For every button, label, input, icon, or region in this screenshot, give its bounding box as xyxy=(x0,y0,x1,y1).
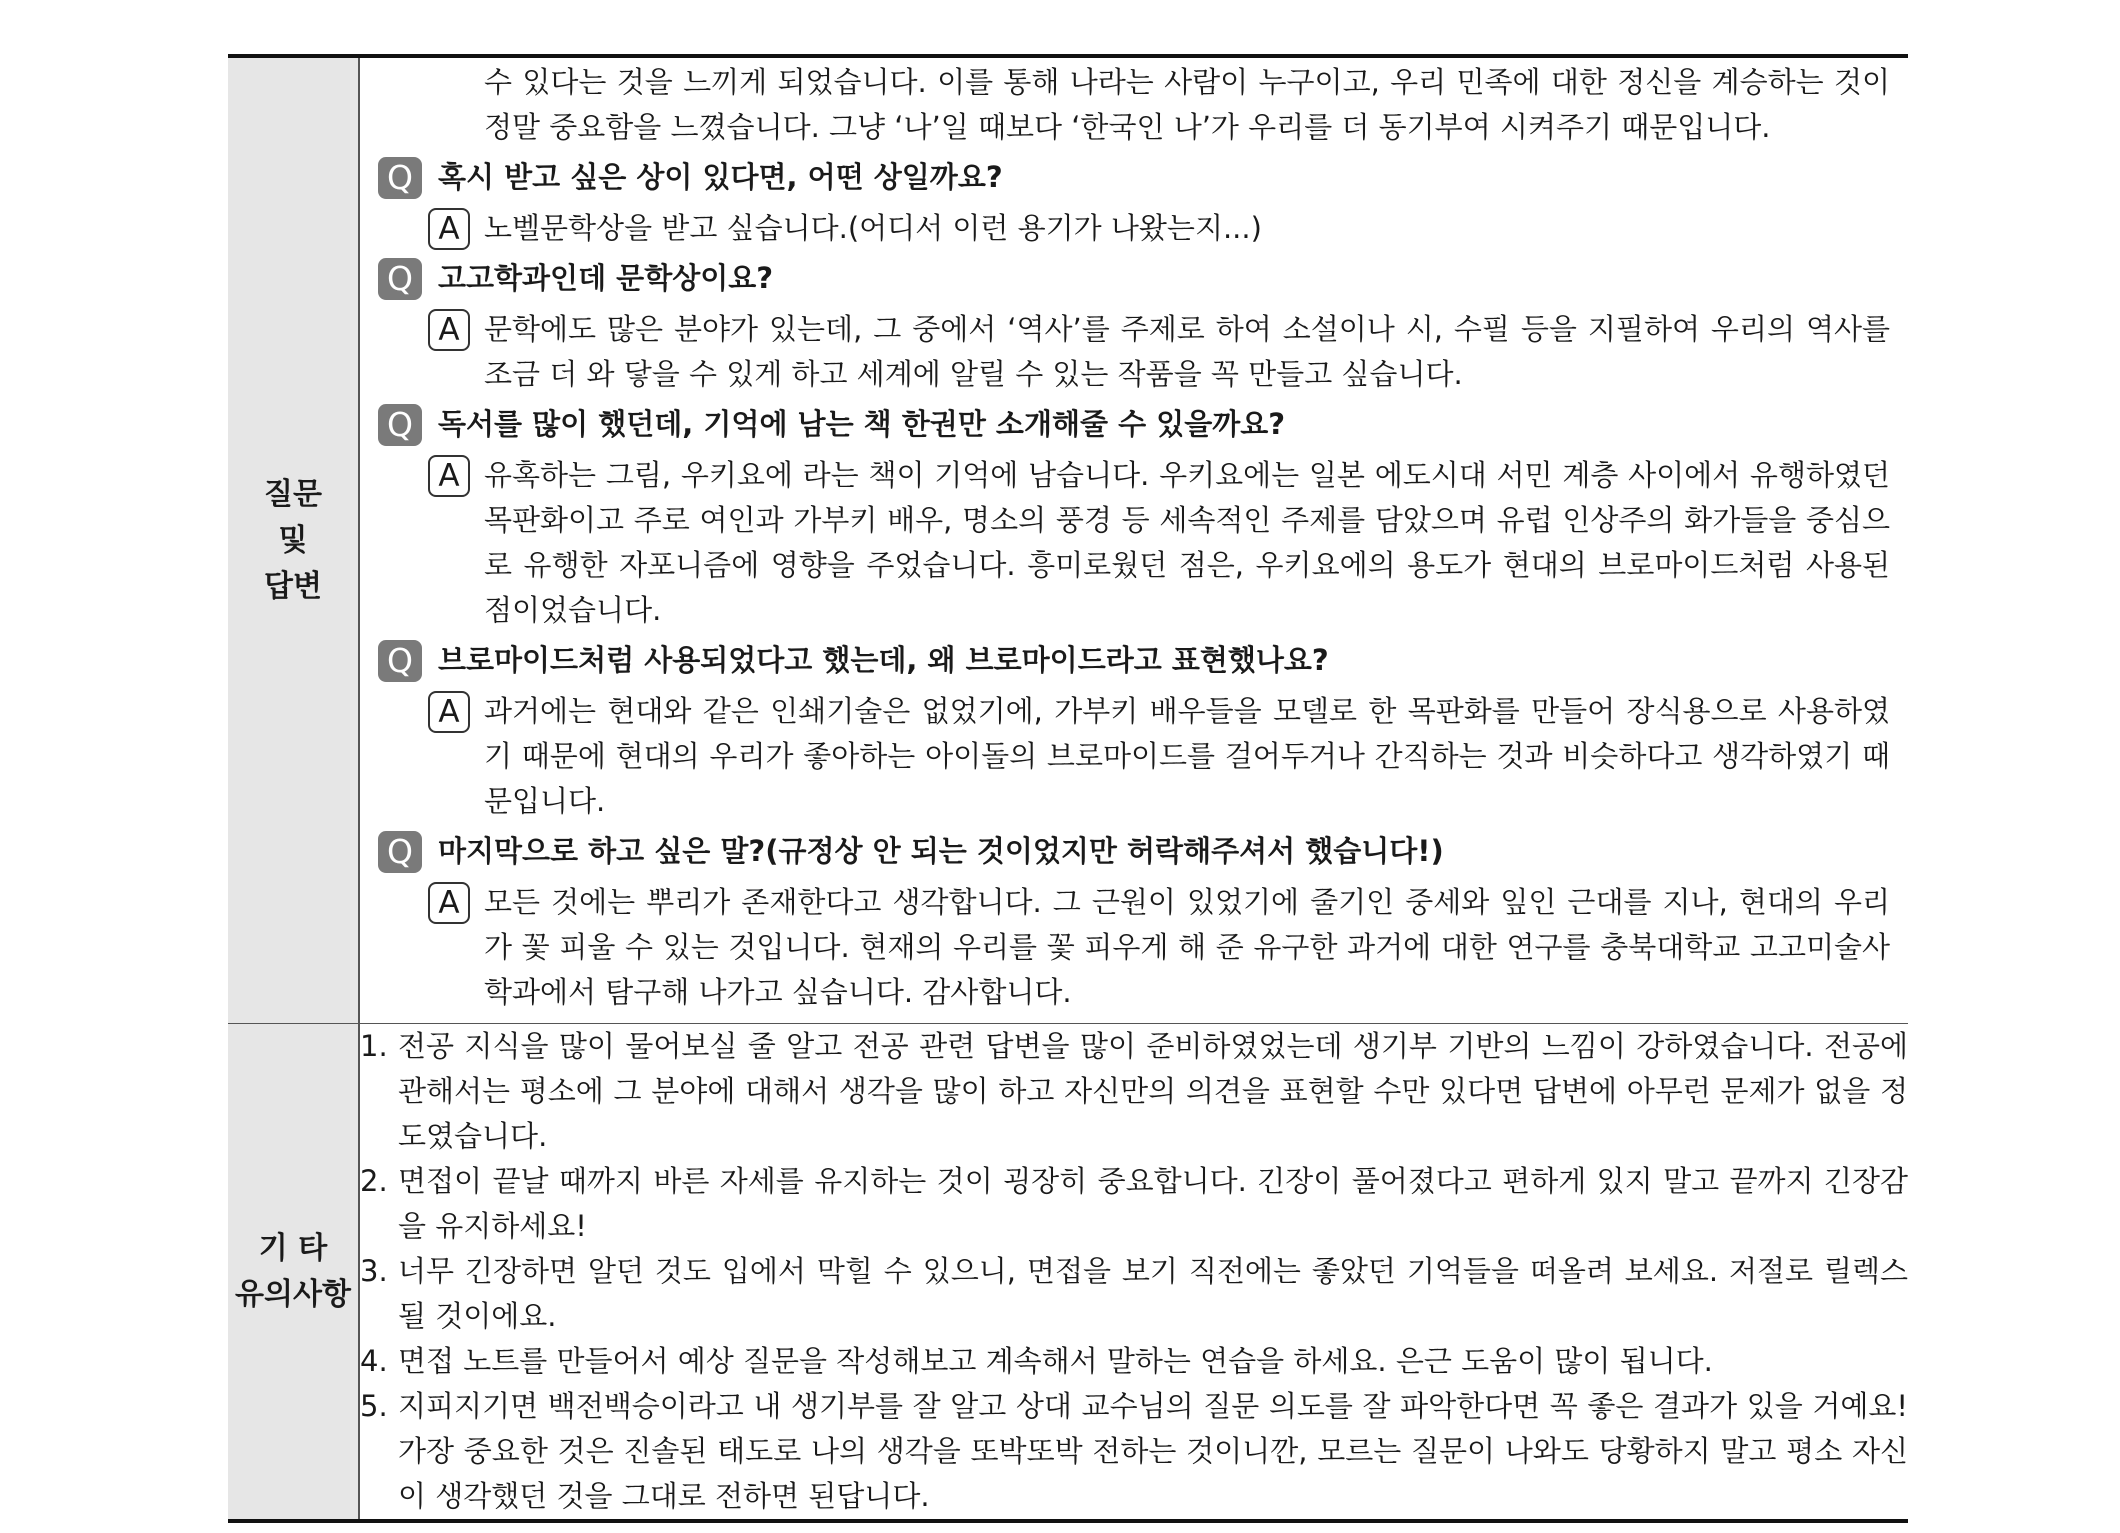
qa-section-row xyxy=(228,56,1908,1024)
intro-paragraph: 수 있다는 것을 느끼게 되었습니다. 이를 통해 나라는 사람이 누구이고, 우리 민족에 대한 정신을 계승하는 것이 정말 중요함을 느꼈습니다. 그냥 ‘나’일 때보다 ‘한국인 나’가 우리를 더 동기부여 시켜주기 때문입니다. xyxy=(484,65,1890,144)
notes-list xyxy=(360,1024,1908,1519)
answer-row xyxy=(378,689,1890,824)
question-row xyxy=(378,256,1890,301)
qa-label-line-2: 및 xyxy=(278,522,308,558)
answer-badge-icon: A xyxy=(428,882,470,924)
note-number: 3. xyxy=(360,1254,388,1288)
answer-badge-icon: A xyxy=(428,208,470,250)
note-text: 지피지기면 백전백승이라고 내 생기부를 잘 알고 상대 교수님의 질문 의도를 잘 파악한다면 꼭 좋은 결과가 있을 거예요! 가장 중요한 것은 진솔된 태도로 나의 생각을 또박또박 전하는 것이니깐, 모르는 질문이 나와도 당황하지 말고 평소 자신이 생각했던 것을 그대로 전하면 된답니다. xyxy=(398,1389,1908,1513)
question-row xyxy=(378,829,1890,874)
answer-row xyxy=(378,206,1890,251)
note-item xyxy=(360,1024,1908,1159)
question-badge-icon: Q xyxy=(378,258,422,300)
note-item xyxy=(360,1339,1908,1384)
answer-badge-icon: A xyxy=(428,309,470,351)
note-number: 4. xyxy=(360,1344,388,1378)
qa-block-1 xyxy=(378,155,1890,251)
answer-text: 모든 것에는 뿌리가 존재한다고 생각합니다. 그 근원이 있었기에 줄기인 중세와 잎인 근대를 지나, 현대의 우리가 꽃 피울 수 있는 것입니다. 현재의 우리를 꽃 피우게 해 준 유구한 과거에 대한 연구를 충북대학교 고고미술사학과에서 탐구해 나가고 싶습니다. 감사합니다. xyxy=(484,885,1890,1009)
note-item xyxy=(360,1249,1908,1339)
notes-label-line-1: 기 타 xyxy=(258,1230,328,1266)
answer-badge-icon: A xyxy=(428,455,470,497)
notes-content xyxy=(359,1024,1908,1522)
answer-text: 문학에도 많은 분야가 있는데, 그 중에서 ‘역사’를 주제로 하여 소설이나 시, 수필 등을 지필하여 우리의 역사를 조금 더 와 닿을 수 있게 하고 세계에 알릴 수 있는 작품을 꼭 만들고 싶습니다. xyxy=(484,312,1890,391)
qa-content xyxy=(359,56,1908,1024)
qa-block-5 xyxy=(378,829,1890,1015)
note-number: 2. xyxy=(360,1164,388,1198)
question-text: 마지막으로 하고 싶은 말?(규정상 안 되는 것이었지만 허락해주셔서 했습니다!) xyxy=(438,834,1444,868)
interview-table xyxy=(228,54,1908,1523)
note-item xyxy=(360,1384,1908,1519)
notes-section-label xyxy=(228,1024,359,1522)
note-item xyxy=(360,1159,1908,1249)
question-badge-icon: Q xyxy=(378,157,422,199)
note-number: 5. xyxy=(360,1389,388,1423)
answer-row xyxy=(378,453,1890,633)
note-text: 면접 노트를 만들어서 예상 질문을 작성해보고 계속해서 말하는 연습을 하세요. 은근 도움이 많이 됩니다. xyxy=(398,1344,1713,1378)
question-text: 독서를 많이 했던데, 기억에 남는 책 한권만 소개해줄 수 있을까요? xyxy=(438,407,1286,441)
answer-row xyxy=(378,307,1890,397)
question-badge-icon: Q xyxy=(378,640,422,682)
question-row xyxy=(378,638,1890,683)
question-badge-icon: Q xyxy=(378,404,422,446)
answer-row xyxy=(378,880,1890,1015)
answer-text: 과거에는 현대와 같은 인쇄기술은 없었기에, 가부키 배우들을 모델로 한 목판화를 만들어 장식용으로 사용하였기 때문에 현대의 우리가 좋아하는 아이돌의 브로마이드를 걸어두거나 간직하는 것과 비슷하다고 생각하였기 때문입니다. xyxy=(484,694,1890,818)
notes-section-row xyxy=(228,1024,1908,1522)
note-text: 전공 지식을 많이 물어보실 줄 알고 전공 관련 답변을 많이 준비하였었는데 생기부 기반의 느낌이 강하였습니다. 전공에 관해서는 평소에 그 분야에 대해서 생각을 많이 하고 자신만의 의견을 표현할 수만 있다면 답변에 아무런 문제가 없을 정도였습니다. xyxy=(398,1029,1908,1153)
question-row xyxy=(378,155,1890,200)
question-badge-icon: Q xyxy=(378,831,422,873)
note-number: 1. xyxy=(360,1029,388,1063)
answer-text: 노벨문학상을 받고 싶습니다.(어디서 이런 용기가 나왔는지...) xyxy=(484,211,1262,245)
qa-section-label xyxy=(228,56,359,1024)
notes-label-line-2: 유의사항 xyxy=(235,1276,351,1312)
qa-block-3 xyxy=(378,402,1890,633)
qa-block-2 xyxy=(378,256,1890,397)
note-text: 너무 긴장하면 알던 것도 입에서 막힐 수 있으니, 면접을 보기 직전에는 좋았던 기억들을 떠올려 보세요. 저절로 릴렉스 될 것이에요. xyxy=(398,1254,1908,1333)
question-text: 혹시 받고 싶은 상이 있다면, 어떤 상일까요? xyxy=(438,160,1003,194)
question-text: 브로마이드처럼 사용되었다고 했는데, 왜 브로마이드라고 표현했나요? xyxy=(438,643,1329,677)
qa-block-4 xyxy=(378,638,1890,824)
answer-badge-icon: A xyxy=(428,691,470,733)
question-row xyxy=(378,402,1890,447)
qa-label-line-1: 질문 xyxy=(264,476,322,512)
answer-text: 유혹하는 그림, 우키요에 라는 책이 기억에 남습니다. 우키요에는 일본 에도시대 서민 계층 사이에서 유행하였던 목판화이고 주로 여인과 가부키 배우, 명소의 풍경 등 세속적인 주제를 담았으며 유럽 인상주의 화가들을 중심으로 유행한 자포니즘에 영향을 주었습니다. 흥미로웠던 점은, 우키요에의 용도가 현대의 브로마이드처럼 사용된 점이었습니다. xyxy=(484,458,1890,627)
note-text: 면접이 끝날 때까지 바른 자세를 유지하는 것이 굉장히 중요합니다. 긴장이 풀어졌다고 편하게 있지 말고 끝까지 긴장감을 유지하세요! xyxy=(398,1164,1908,1243)
question-text: 고고학과인데 문학상이요? xyxy=(438,261,774,295)
qa-label-line-3: 답변 xyxy=(264,568,322,604)
